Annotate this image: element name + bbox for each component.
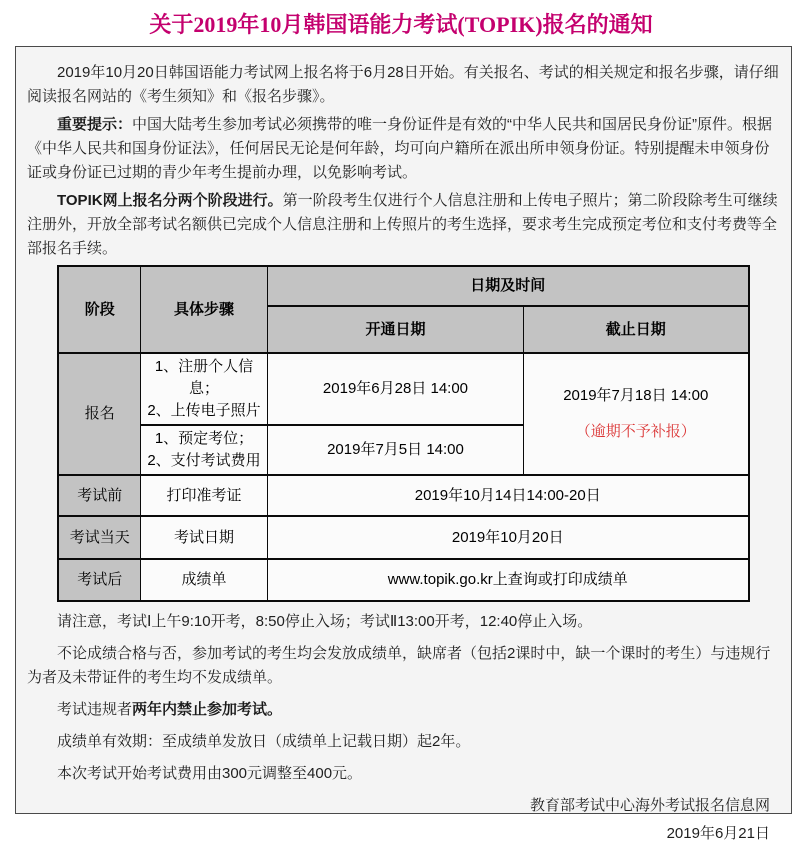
stage-cell-signup: 报名 bbox=[58, 353, 140, 475]
table-row-after-exam bbox=[58, 559, 748, 601]
stage-cell-before-exam: 考试前 bbox=[58, 475, 140, 516]
intro-paragraph-registration bbox=[27, 61, 780, 109]
note-exam-times-text: 请注意，考试Ⅰ上午9:10开考，8:50停止入场；考试Ⅱ13:00开考，12:40停止入场。 bbox=[57, 613, 593, 630]
note-exam-times bbox=[27, 610, 780, 634]
phase1-step-1: 1、注册个人信息； bbox=[154, 358, 254, 397]
note-violation-prefix: 考试违规者 bbox=[57, 701, 133, 718]
note-violation-bold: 两年内禁止参加考试。 bbox=[132, 701, 283, 718]
note-score-report-policy bbox=[27, 642, 780, 690]
page-title: 关于2019年10月韩国语能力考试(TOPIK)报名的通知 bbox=[149, 12, 653, 37]
open-date-phase1: 2019年6月28日 14:00 bbox=[267, 353, 523, 425]
table-header-row-1 bbox=[58, 266, 748, 306]
notice-page bbox=[0, 12, 802, 842]
intro-paragraph-two-phases bbox=[27, 189, 780, 261]
notice-body bbox=[15, 46, 792, 842]
intro-text-1: 2019年10月20日韩国语能力考试网上报名将于6月28日开始。有关报名、考试的相关规定和报名步骤，请仔细阅读报名网站的《考生须知》和《报名步骤》。 bbox=[27, 64, 779, 105]
date-cell-exam-date: 2019年10月20日 bbox=[267, 516, 748, 559]
intro-paragraph-important-note bbox=[27, 113, 780, 185]
note-violation-ban bbox=[27, 698, 780, 722]
column-header-steps: 具体步骤 bbox=[140, 266, 267, 353]
table-row-signup-phase1 bbox=[58, 353, 748, 425]
close-date-value: 2019年7月18日 14:00 bbox=[563, 387, 709, 404]
note-fee-change bbox=[27, 762, 780, 786]
table-row-exam-day bbox=[58, 516, 748, 559]
column-header-stage: 阶段 bbox=[58, 266, 140, 353]
column-header-open-date: 开通日期 bbox=[267, 306, 523, 353]
steps-cell-score-report: 成绩单 bbox=[140, 559, 267, 601]
column-header-close-date: 截止日期 bbox=[523, 306, 748, 353]
column-header-datetime: 日期及时间 bbox=[267, 266, 748, 306]
note-score-validity bbox=[27, 730, 780, 754]
phase1-step-2: 2、上传电子照片 bbox=[147, 402, 261, 419]
overdue-warning: （逾期不予补报） bbox=[575, 423, 696, 440]
schedule-table bbox=[57, 265, 749, 602]
two-phase-label: TOPIK网上报名分两个阶段进行。 bbox=[57, 192, 283, 209]
table-row-before-exam bbox=[58, 475, 748, 516]
issuer-organization: 教育部考试中心海外考试报名信息网 bbox=[529, 797, 770, 814]
close-date-cell bbox=[523, 353, 748, 475]
open-date-phase2: 2019年7月5日 14:00 bbox=[267, 425, 523, 475]
phase2-step-2: 2、支付考试费用 bbox=[147, 452, 261, 469]
intro-text-2: 中国大陆考生参加考试必须携带的唯一身份证件是有效的“中华人民共和国居民身份证”原件。根据《中华人民共和国身份证法》，任何居民无论是何年龄，均可向户籍所在派出所申领身份证。特别提醒未申领身份证或身份证已过期的青少年考生提前办理，以免影响考试。 bbox=[27, 116, 773, 181]
steps-cell-print-ticket: 打印准考证 bbox=[140, 475, 267, 516]
note-score-validity-text: 成绩单有效期：至成绩单发放日（成绩单上记载日期）起2年。 bbox=[57, 733, 471, 750]
important-note-label: 重要提示： bbox=[57, 116, 133, 133]
phase2-step-1: 1、预定考位； bbox=[154, 430, 254, 447]
stage-cell-exam-day: 考试当天 bbox=[58, 516, 140, 559]
date-cell-score-url: www.topik.go.kr上查询或打印成绩单 bbox=[267, 559, 748, 601]
steps-cell-phase1 bbox=[140, 353, 267, 425]
note-score-report-text: 不论成绩合格与否，参加考试的考生均会发放成绩单，缺席者（包括2课时中，缺一个课时的考生）与违规行为者及未带证件的考生均不发成绩单。 bbox=[27, 645, 771, 686]
steps-cell-phase2 bbox=[140, 425, 267, 475]
issue-date: 2019年6月21日 bbox=[666, 825, 770, 842]
date-cell-print-ticket: 2019年10月14日14:00-20日 bbox=[267, 475, 748, 516]
stage-cell-after-exam: 考试后 bbox=[58, 559, 140, 601]
note-fee-change-text: 本次考试开始考试费用由300元调整至400元。 bbox=[57, 765, 363, 782]
intro-text-3: 第一阶段考生仅进行个人信息注册和上传电子照片；第二阶段除考生可继续注册外，开放全部考试名额供已完成个人信息注册和上传照片的考生选择，要求考生完成预定考位和支付考费等全部报名手续。 bbox=[27, 192, 778, 257]
steps-cell-exam-date: 考试日期 bbox=[140, 516, 267, 559]
